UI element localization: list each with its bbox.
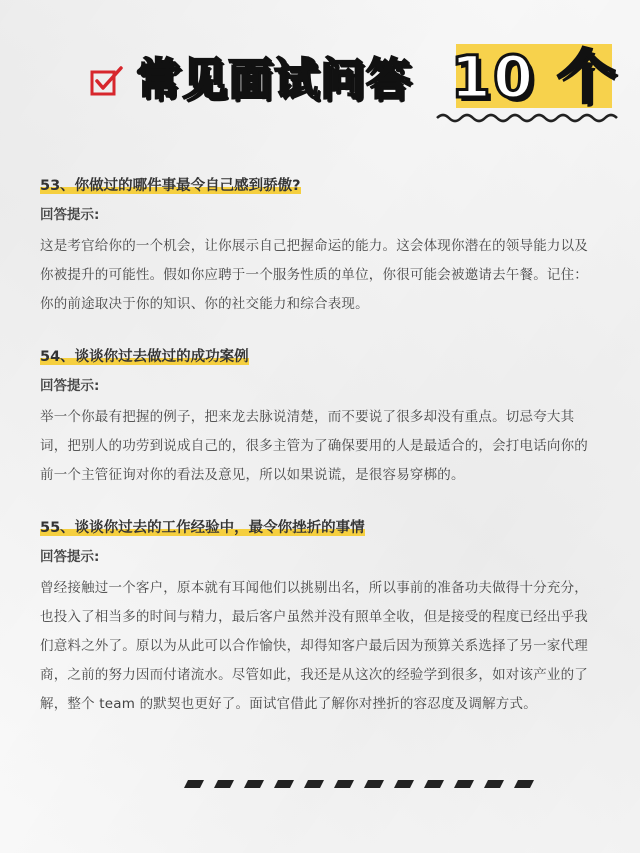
badge-text: 10 个 [450,43,618,111]
answer-text: 举一个你最有把握的例子，把来龙去脉说清楚，而不要说了很多却没有重点。切忌夸大其词，把别人的功劳到说成自己的，很多主管为了确保要用的人是最适合的，会打电话向你的前一个主管征询对你的看法及意见，所以如果说谎，是很容易穿梆的。 [40,409,588,483]
dashed-divider [180,778,550,790]
answer-text: 这是考官给你的一个机会，让你展示自己把握命运的能力。这会体现你潜在的领导能力以及你被提升的可能性。假如你应聘于一个服务性质的单位，你很可能会被邀请去午餐。记住：你的前途取决于你的知识、你的社交能力和综合表现。 [40,238,588,312]
header [0,0,640,140]
qa-item [40,347,600,490]
question [40,347,600,367]
question [40,518,600,538]
question [40,176,600,196]
question-text: 53、你做过的哪件事最令自己感到骄傲? [40,178,301,194]
checkbox-icon [90,66,124,96]
qa-item [40,176,600,319]
qa-item [40,518,600,719]
qa-list [40,176,600,747]
answer-hint-label: 回答提示: [40,207,100,223]
answer-hint-label: 回答提示: [40,549,100,565]
count-badge [450,40,618,114]
page-title: 常见面试问答 [136,54,412,105]
answer-text: 曾经接触过一个客户，原本就有耳闻他们以挑剔出名，所以事前的准备功夫做得十分充分，也投入了相当多的时间与精力，最后客户虽然并没有照单全收，但是接受的程度已经出乎我们意料之外了。原以为从此可以合作愉快，却得知客户最后因为预算关系选择了另一家代理商，之前的努力因而付诸流水。尽管如此，我还是从这次的经验学到很多，如对该产业的了解，整个 team 的默契也更好了。面试官借此了解你对挫折的容忍度及调解方式。 [40,580,588,712]
wavy-line-decoration [435,110,625,126]
question-text: 55、谈谈你过去的工作经验中，最令你挫折的事情 [40,520,365,536]
answer-hint-label: 回答提示: [40,378,100,394]
question-text: 54、谈谈你过去做过的成功案例 [40,349,249,365]
